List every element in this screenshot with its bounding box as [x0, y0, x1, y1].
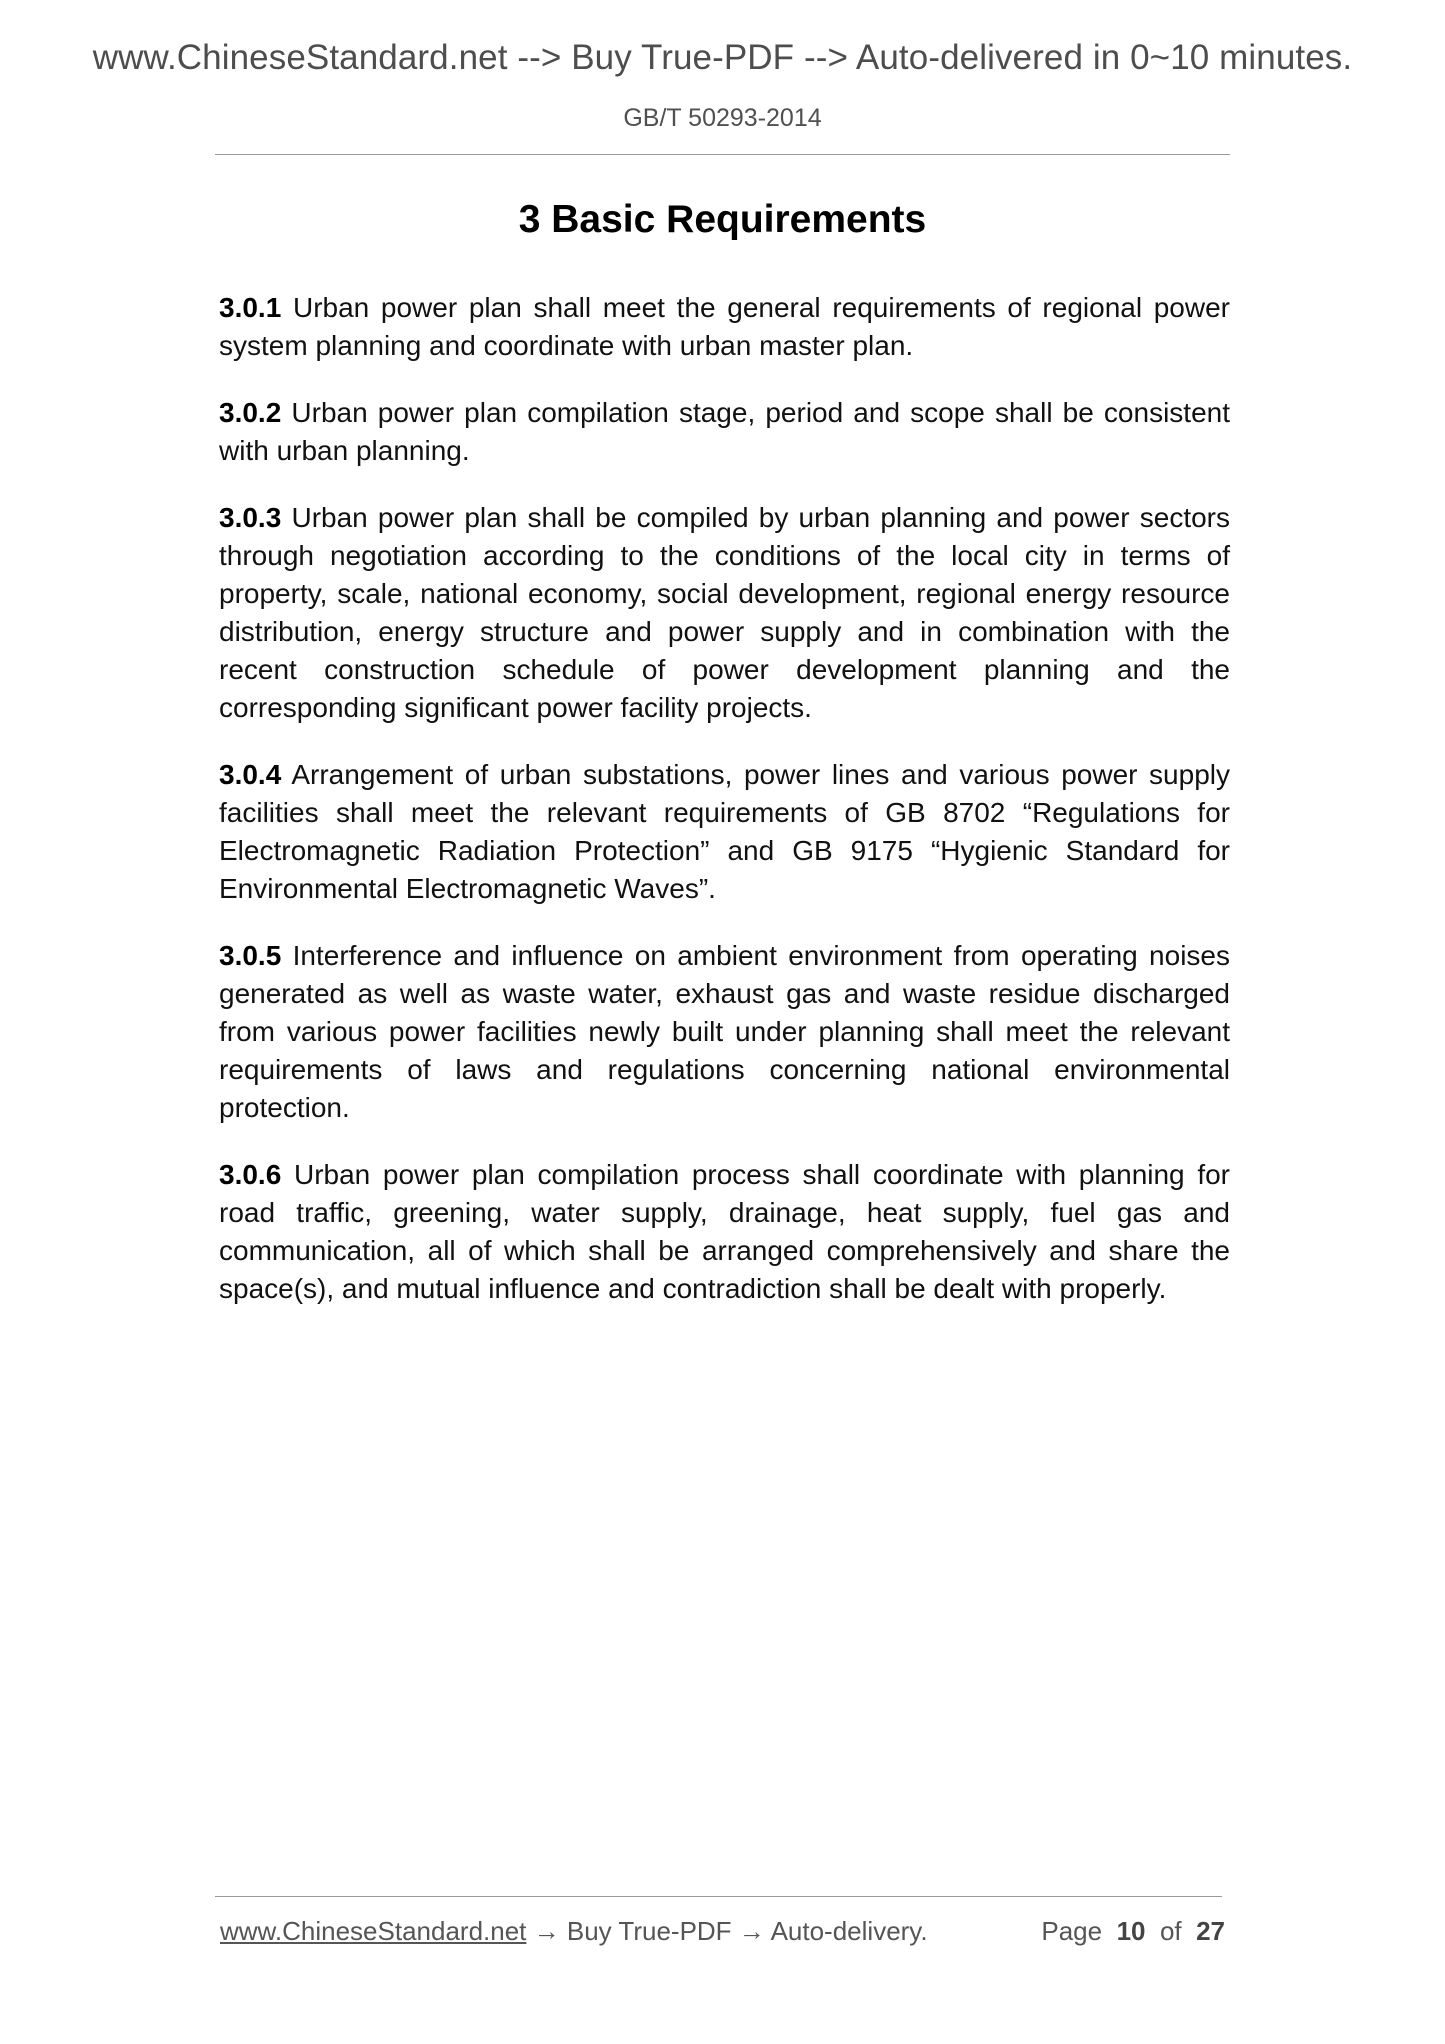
clause-3-0-5: [219, 937, 1230, 1127]
footer-site-link[interactable]: www.ChineseStandard.net: [220, 1916, 527, 1946]
clause-3-0-4: [219, 756, 1230, 908]
clause-number: 3.0.3: [219, 502, 282, 533]
clause-number: 3.0.5: [219, 940, 282, 971]
clause-3-0-1: [219, 289, 1230, 365]
standard-code: GB/T 50293-2014: [623, 104, 822, 132]
page-indicator: [1041, 1916, 1225, 1947]
footer-promo: [220, 1916, 928, 1947]
clause-3-0-6: [219, 1156, 1230, 1308]
of-label: of: [1159, 1916, 1182, 1946]
clause-number: 3.0.2: [219, 397, 282, 428]
footer-divider: [215, 1896, 1222, 1897]
clause-text: Urban power plan shall be compiled by urban planning and power sectors through negotiation according to the conditions of the local city in terms of property, scale, national economy, social development, regional energy resource distribution, energy structure and power supply and in combination with the recent construction schedule of power development planning and the corresponding significant power facility projects.: [219, 502, 1230, 723]
clause-number: 3.0.1: [219, 292, 282, 323]
header-divider: [215, 154, 1230, 155]
current-page-number: 10: [1116, 1916, 1146, 1946]
clause-text: Arrangement of urban substations, power lines and various power supply facilities shall meet the relevant requirements of GB 8702 “Regulations for Electromagnetic Radiation Protection” and GB 9175 “Hygienic Standard for Environmental Electromagnetic Waves”.: [219, 759, 1230, 904]
clause-list: [219, 289, 1230, 1337]
clause-3-0-2: [219, 394, 1230, 470]
clause-number: 3.0.6: [219, 1159, 282, 1190]
page-footer: [220, 1916, 1225, 1956]
footer-tagline: → Buy True-PDF → Auto-delivery.: [526, 1916, 928, 1946]
page-label: Page: [1041, 1916, 1103, 1946]
clause-3-0-3: [219, 499, 1230, 727]
clause-text: Urban power plan compilation process shall coordinate with planning for road traffic, greening, water supply, drainage, heat supply, fuel gas and communication, all of which shall be arranged comprehensively and share the space(s), and mutual influence and contradiction shall be dealt with properly.: [219, 1159, 1230, 1304]
clause-text: Urban power plan compilation stage, period and scope shall be consistent with urban planning.: [219, 397, 1230, 466]
chapter-title: 3 Basic Requirements: [518, 198, 927, 241]
clause-text: Urban power plan shall meet the general requirements of regional power system planning and coordinate with urban master plan.: [219, 292, 1230, 361]
total-pages-number: 27: [1196, 1916, 1225, 1946]
clause-number: 3.0.4: [219, 759, 282, 790]
clause-text: Interference and influence on ambient environment from operating noises generated as well as waste water, exhaust gas and waste residue discharged from various power facilities newly built under planning shall meet the relevant requirements of laws and regulations concerning national environmental protection.: [219, 940, 1230, 1123]
top-banner: www.ChineseStandard.net --> Buy True-PDF --> Auto-delivered in 0~10 minutes.: [92, 38, 1353, 77]
